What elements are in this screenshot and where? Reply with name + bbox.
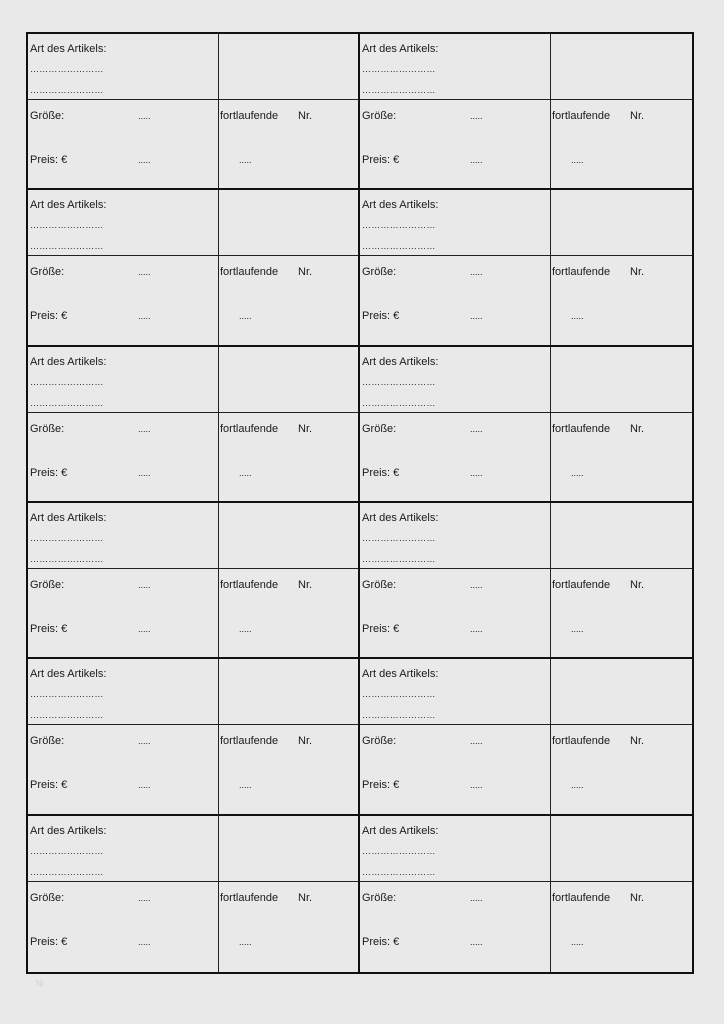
- article-label: Art des Artikels:: [362, 668, 439, 681]
- size-dots: .....: [138, 892, 151, 903]
- blank-cell: [551, 503, 692, 569]
- running-number-label: fortlaufende: [220, 735, 279, 748]
- article-dots-line-2: ……………………: [362, 866, 436, 877]
- article-label: Art des Artikels:: [30, 824, 107, 837]
- price-label: Preis: €: [362, 779, 400, 792]
- price-label: Preis: €: [362, 935, 400, 948]
- price-label-card: [28, 34, 360, 190]
- number-abbrev-label: Nr.: [630, 891, 645, 904]
- price-label: Preis: €: [362, 310, 400, 323]
- price-dots: .....: [470, 311, 483, 322]
- running-number-cell: [551, 569, 692, 657]
- price-label: Preis: €: [362, 466, 400, 479]
- article-cell: [360, 190, 551, 256]
- running-number-cell: [219, 725, 358, 813]
- article-dots-line-1: ……………………: [30, 689, 104, 700]
- article-dots-line-1: ……………………: [362, 845, 436, 856]
- article-dots-line-2: ……………………: [362, 85, 436, 95]
- size-dots: .....: [470, 267, 483, 278]
- article-label: Art des Artikels:: [30, 511, 107, 524]
- number-dots: .....: [239, 936, 252, 947]
- article-dots-line-1: ……………………: [362, 532, 436, 543]
- number-dots: .....: [239, 780, 252, 791]
- number-dots: .....: [239, 311, 252, 322]
- article-label: Art des Artikels:: [362, 824, 439, 837]
- article-dots-line-1: ……………………: [30, 64, 104, 74]
- number-abbrev-label: Nr.: [298, 735, 313, 748]
- footer-mark: Nr: [36, 979, 45, 988]
- blank-cell: [219, 347, 358, 413]
- size-dots: .....: [138, 423, 151, 434]
- price-dots: .....: [470, 467, 483, 478]
- price-dots: .....: [138, 467, 151, 478]
- price-label-card: [360, 190, 692, 346]
- price-label: Preis: €: [362, 622, 400, 635]
- size-label: Größe:: [362, 266, 397, 279]
- article-dots-line-2: ……………………: [30, 397, 104, 408]
- article-label: Art des Artikels:: [30, 43, 107, 55]
- size-label: Größe:: [362, 735, 397, 748]
- number-abbrev-label: Nr.: [298, 110, 313, 122]
- blank-cell: [551, 190, 692, 256]
- article-dots-line-1: ……………………: [362, 689, 436, 700]
- price-label-card: [28, 816, 360, 972]
- running-number-label: fortlaufende: [220, 110, 279, 122]
- running-number-cell: [219, 100, 358, 188]
- price-label: Preis: €: [362, 154, 400, 166]
- running-number-label: fortlaufende: [552, 266, 611, 279]
- running-number-cell: [551, 725, 692, 813]
- size-label: Größe:: [30, 110, 65, 122]
- size-dots: .....: [138, 111, 151, 121]
- price-label: Preis: €: [30, 622, 68, 635]
- blank-cell: [219, 659, 358, 725]
- price-label: Preis: €: [30, 779, 68, 792]
- article-cell: [28, 503, 219, 569]
- size-dots: .....: [138, 736, 151, 747]
- article-dots-line-1: ……………………: [362, 64, 436, 74]
- running-number-cell: [551, 882, 692, 972]
- running-number-cell: [219, 256, 358, 344]
- article-dots-line-2: ……………………: [362, 553, 436, 564]
- running-number-label: fortlaufende: [552, 735, 611, 748]
- article-cell: [360, 659, 551, 725]
- article-cell: [360, 503, 551, 569]
- article-dots-line-2: ……………………: [362, 241, 436, 252]
- price-dots: .....: [138, 155, 151, 165]
- article-dots-line-1: ……………………: [30, 532, 104, 543]
- running-number-cell: [219, 413, 358, 501]
- running-number-cell: [219, 882, 358, 972]
- article-label: Art des Artikels:: [362, 43, 439, 55]
- running-number-label: fortlaufende: [220, 422, 279, 435]
- price-dots: .....: [138, 936, 151, 947]
- size-label: Größe:: [30, 266, 65, 279]
- article-dots-line-2: ……………………: [362, 397, 436, 408]
- size-label: Größe:: [30, 891, 65, 904]
- price-label-card: [360, 816, 692, 972]
- size-price-cell: [360, 256, 551, 344]
- size-price-cell: [28, 256, 219, 344]
- size-dots: .....: [470, 423, 483, 434]
- number-dots: .....: [571, 467, 584, 478]
- price-label-card: [28, 659, 360, 815]
- article-cell: [28, 816, 219, 882]
- price-dots: .....: [138, 311, 151, 322]
- blank-cell: [551, 347, 692, 413]
- size-price-cell: [360, 725, 551, 813]
- article-dots-line-2: ……………………: [30, 241, 104, 252]
- blank-cell: [551, 659, 692, 725]
- size-price-cell: [360, 413, 551, 501]
- article-cell: [28, 659, 219, 725]
- price-label: Preis: €: [30, 466, 68, 479]
- running-number-label: fortlaufende: [552, 110, 611, 122]
- article-dots-line-1: ……………………: [30, 376, 104, 387]
- size-price-cell: [360, 569, 551, 657]
- blank-cell: [219, 503, 358, 569]
- size-label: Größe:: [362, 891, 397, 904]
- price-label: Preis: €: [30, 935, 68, 948]
- article-label: Art des Artikels:: [30, 355, 107, 368]
- running-number-label: fortlaufende: [220, 891, 279, 904]
- price-dots: .....: [470, 936, 483, 947]
- blank-cell: [219, 34, 358, 100]
- size-dots: .....: [470, 736, 483, 747]
- number-dots: .....: [239, 467, 252, 478]
- size-label: Größe:: [362, 422, 397, 435]
- article-dots-line-1: ……………………: [362, 220, 436, 231]
- price-dots: .....: [470, 623, 483, 634]
- size-price-cell: [28, 569, 219, 657]
- price-label: Preis: €: [30, 310, 68, 323]
- article-dots-line-2: ……………………: [362, 710, 436, 721]
- article-dots-line-2: ……………………: [30, 866, 104, 877]
- number-dots: .....: [571, 311, 584, 322]
- blank-cell: [551, 34, 692, 100]
- price-label-card: [28, 190, 360, 346]
- size-price-cell: [360, 882, 551, 972]
- blank-cell: [219, 190, 358, 256]
- blank-cell: [551, 816, 692, 882]
- article-cell: [360, 816, 551, 882]
- article-label: Art des Artikels:: [30, 668, 107, 681]
- size-price-cell: [28, 413, 219, 501]
- article-dots-line-2: ……………………: [30, 710, 104, 721]
- number-dots: .....: [239, 155, 252, 165]
- running-number-cell: [551, 413, 692, 501]
- blank-cell: [219, 816, 358, 882]
- price-label: Preis: €: [30, 154, 68, 166]
- size-price-cell: [28, 725, 219, 813]
- size-label: Größe:: [30, 422, 65, 435]
- article-label: Art des Artikels:: [362, 199, 439, 212]
- price-dots: .....: [138, 623, 151, 634]
- number-dots: .....: [571, 936, 584, 947]
- number-abbrev-label: Nr.: [630, 110, 645, 122]
- number-dots: .....: [571, 623, 584, 634]
- label-grid: [26, 32, 694, 974]
- running-number-label: fortlaufende: [552, 578, 611, 591]
- article-dots-line-1: ……………………: [362, 376, 436, 387]
- size-dots: .....: [138, 579, 151, 590]
- size-dots: .....: [470, 579, 483, 590]
- number-dots: .....: [239, 623, 252, 634]
- price-label-card: [360, 659, 692, 815]
- article-cell: [28, 190, 219, 256]
- price-label-card: [360, 503, 692, 659]
- number-abbrev-label: Nr.: [298, 266, 313, 279]
- article-label: Art des Artikels:: [362, 355, 439, 368]
- price-label-card: [28, 347, 360, 503]
- article-dots-line-1: ……………………: [30, 220, 104, 231]
- running-number-cell: [551, 256, 692, 344]
- article-dots-line-2: ……………………: [30, 85, 104, 95]
- size-label: Größe:: [30, 578, 65, 591]
- size-label: Größe:: [362, 110, 397, 122]
- running-number-label: fortlaufende: [552, 891, 611, 904]
- article-cell: [28, 34, 219, 100]
- size-price-cell: [28, 882, 219, 972]
- number-abbrev-label: Nr.: [630, 266, 645, 279]
- number-abbrev-label: Nr.: [298, 578, 313, 591]
- article-dots-line-2: ……………………: [30, 553, 104, 564]
- size-label: Größe:: [362, 578, 397, 591]
- article-label: Art des Artikels:: [362, 511, 439, 524]
- number-abbrev-label: Nr.: [298, 422, 313, 435]
- article-cell: [28, 347, 219, 413]
- price-label-card: [360, 34, 692, 190]
- price-dots: .....: [470, 155, 483, 165]
- price-dots: .....: [138, 780, 151, 791]
- size-dots: .....: [138, 267, 151, 278]
- size-dots: .....: [470, 892, 483, 903]
- number-abbrev-label: Nr.: [630, 735, 645, 748]
- running-number-label: fortlaufende: [220, 578, 279, 591]
- size-label: Größe:: [30, 735, 65, 748]
- running-number-cell: [551, 100, 692, 188]
- price-dots: .....: [470, 780, 483, 791]
- number-abbrev-label: Nr.: [630, 578, 645, 591]
- article-label: Art des Artikels:: [30, 199, 107, 212]
- size-price-cell: [28, 100, 219, 188]
- running-number-cell: [219, 569, 358, 657]
- article-cell: [360, 347, 551, 413]
- number-abbrev-label: Nr.: [630, 422, 645, 435]
- article-dots-line-1: ……………………: [30, 845, 104, 856]
- article-cell: [360, 34, 551, 100]
- price-label-card: [28, 503, 360, 659]
- running-number-label: fortlaufende: [552, 422, 611, 435]
- size-dots: .....: [470, 111, 483, 121]
- number-dots: .....: [571, 155, 584, 165]
- running-number-label: fortlaufende: [220, 266, 279, 279]
- number-dots: .....: [571, 780, 584, 791]
- size-price-cell: [360, 100, 551, 188]
- price-label-card: [360, 347, 692, 503]
- number-abbrev-label: Nr.: [298, 891, 313, 904]
